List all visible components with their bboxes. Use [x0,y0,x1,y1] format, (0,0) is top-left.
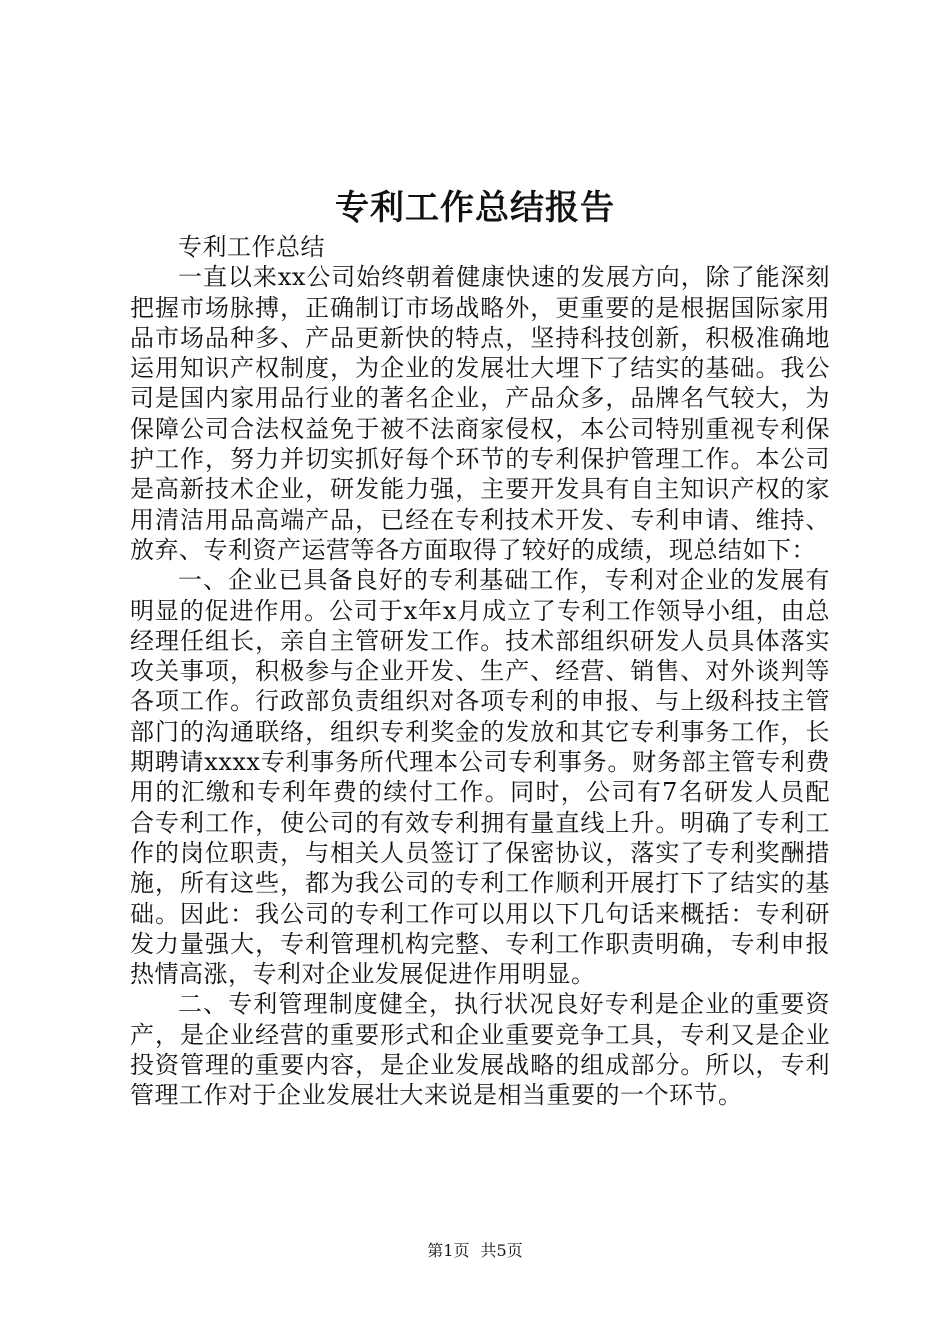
section-subtitle: 专利工作总结 [178,233,325,261]
document-body [130,232,830,1111]
paragraph-section-two: 二、专利管理制度健全，执行状况良好专利是企业的重要资产，是企业经营的重要形式和企业重要竞争工具，专利又是企业投资管理的重要内容，是企业发展战略的组成部分。所以，专利管理工作对于企业发展壮大来说是相当重要的一个环节。 [130,990,830,1110]
paragraph-section-one: 一、企业已具备良好的专利基础工作，专利对企业的发展有明显的促进作用。公司于x年x月成立了专利工作领导小组，由总经理任组长，亲自主管研发工作。技术部组织研发人员具体落实攻关事项，积极参与企业开发、生产、经营、销售、对外谈判等各项工作。行政部负责组织对各项专利的申报、与上级科技主管部门的沟通联络，组织专利奖金的发放和其它专利事务工作，长期聘请xxxx专利事务所代理本公司专利事务。财务部主管专利费用的汇缴和专利年费的续付工作。同时，公司有7名研发人员配合专利工作，使公司的有效专利拥有量直线上升。明确了专利工作的岗位职责，与相关人员签订了保密协议，落实了专利奖酬措施，所有这些，都为我公司的专利工作顺利开展打下了结实的基础。因此：我公司的专利工作可以用以下几句话来概括：专利研发力量强大，专利管理机构完整、专利工作职责明确，专利申报热情高涨，专利对企业发展促进作用明显。 [130,566,830,989]
document-title: 专利工作总结报告 [335,188,615,228]
page-number: 第1页 [427,1241,470,1260]
paragraph-intro: 一直以来xx公司始终朝着健康快速的发展方向，除了能深刻把握市场脉搏，正确制订市场战略外，更重要的是根据国际家用品市场品种多、产品更新快的特点，坚持科技创新，积极准确地运用知识产权制度，为企业的发展壮大埋下了结实的基础。我公司是国内家用品行业的著名企业，产品众多，品牌名气较大，为保障公司合法权益免于被不法商家侵权，本公司特别重视专利保护工作，努力并切实抓好每个环节的专利保护管理工作。本公司是高新技术企业，研发能力强，主要开发具有自主知识产权的家用清洁用品高端产品，已经在专利技术开发、专利申请、维持、放弃、专利资产运营等各方面取得了较好的成绩，现总结如下： [130,263,830,564]
page-footer [0,1241,950,1261]
page-total: 共5页 [480,1241,523,1260]
